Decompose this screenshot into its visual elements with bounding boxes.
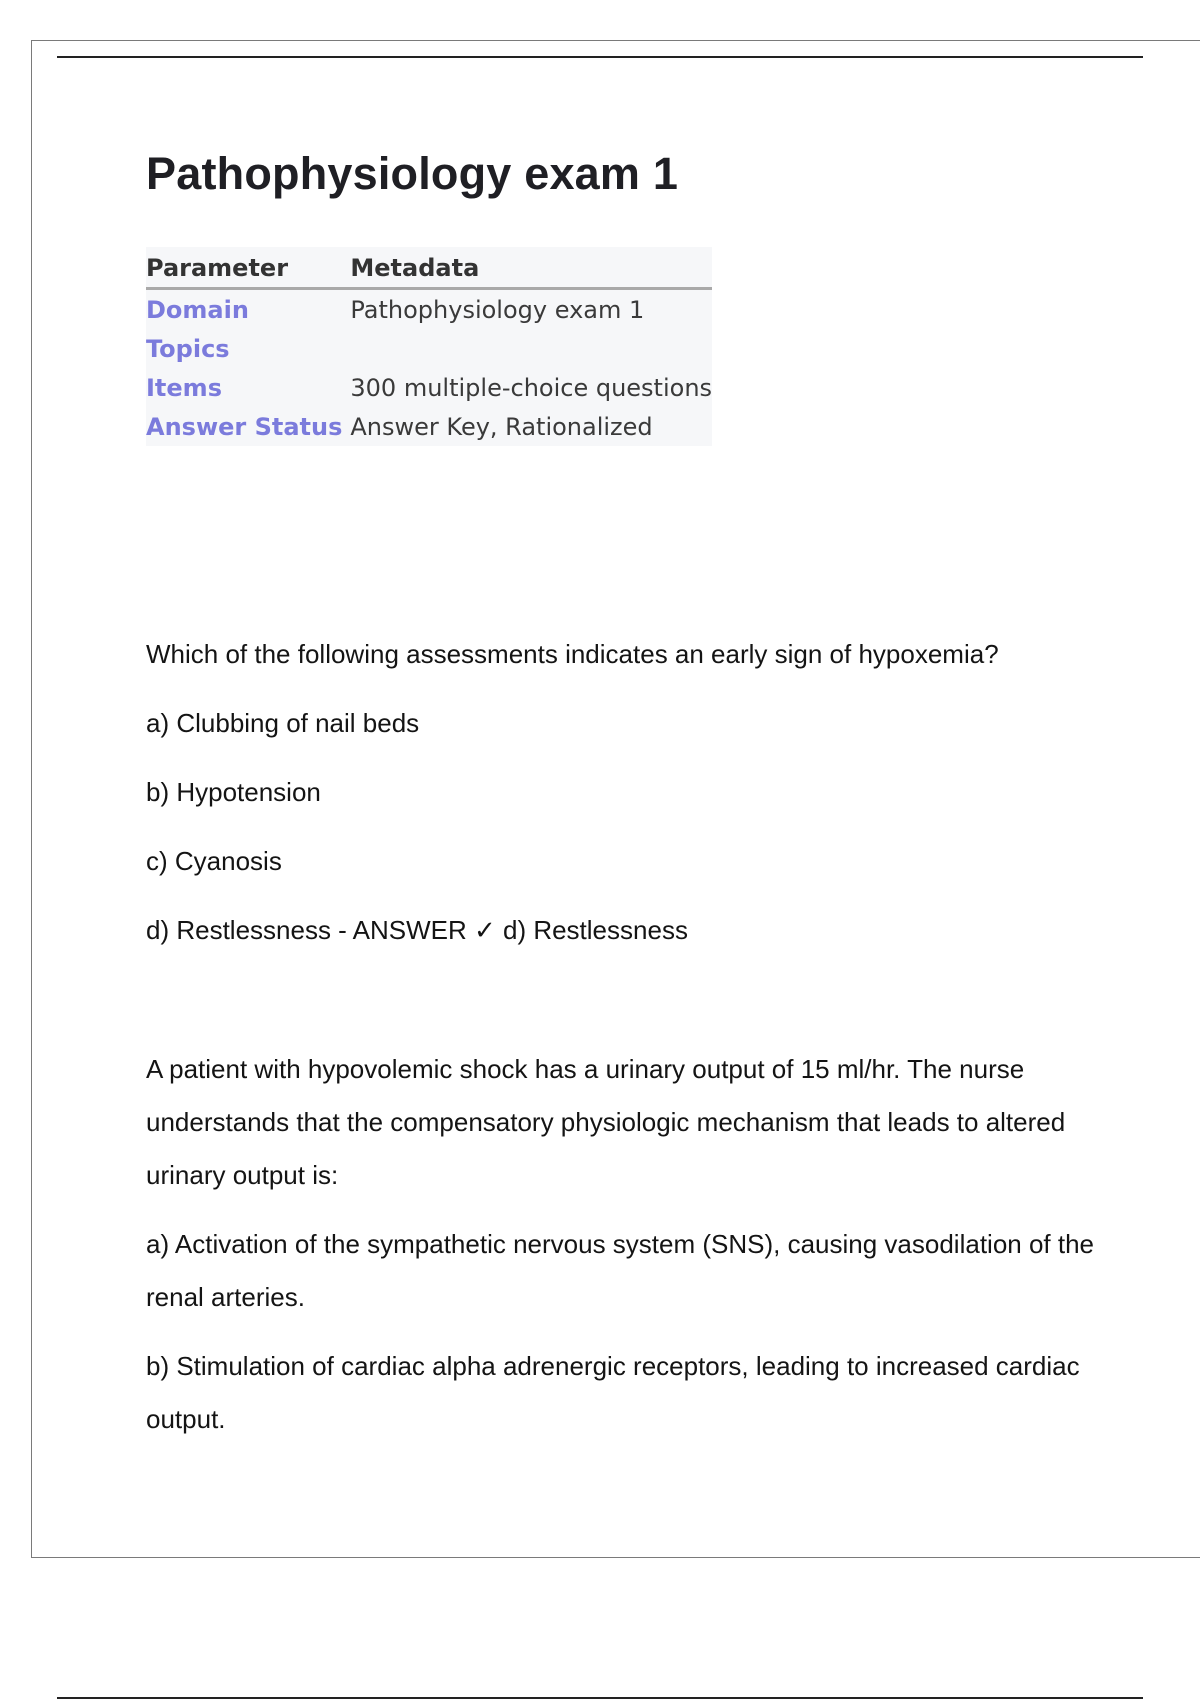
- parameter-label: Items: [146, 373, 222, 402]
- metadata-column-header: Metadata: [350, 247, 712, 289]
- metadata-row-topics: [146, 329, 712, 368]
- answer-option: a) Activation of the sympathetic nervous system (SNS), causing vasodilation of the renal arteries.: [146, 1229, 1095, 1312]
- answer-option: c) Cyanosis: [146, 846, 282, 876]
- question-1: [146, 628, 1096, 973]
- metadata-row-answer-status: [146, 407, 712, 446]
- answer-option-with-key: d) Restlessness - ANSWER ✓ d) Restlessness: [146, 915, 688, 945]
- metadata-table: [146, 247, 712, 446]
- parameter-label: Answer Status: [146, 412, 343, 441]
- document-title: Pathophysiology exam 1: [146, 148, 679, 199]
- bottom-rule: [57, 1697, 1143, 1699]
- metadata-row-items: [146, 368, 712, 407]
- question-stem: A patient with hypovolemic shock has a urinary output of 15 ml/hr. The nurse understands that the compensatory physiologic mechanism that leads to altered urinary output is:: [146, 1054, 1066, 1190]
- parameter-column-header: Parameter: [146, 247, 350, 289]
- question-2: [146, 1043, 1096, 1462]
- metadata-row-domain: [146, 289, 712, 330]
- metadata-value: 300 multiple-choice questions: [350, 373, 713, 402]
- metadata-header-row: [146, 247, 712, 289]
- parameter-label: Domain: [146, 295, 249, 324]
- metadata-value: [350, 329, 712, 368]
- parameter-label: Topics: [146, 334, 230, 363]
- metadata-value: Pathophysiology exam 1: [350, 295, 645, 324]
- answer-option: b) Hypotension: [146, 777, 321, 807]
- answer-option: b) Stimulation of cardiac alpha adrenergic receptors, leading to increased cardiac output.: [146, 1351, 1080, 1434]
- question-stem: Which of the following assessments indicates an early sign of hypoxemia?: [146, 639, 999, 669]
- top-rule: [57, 56, 1143, 58]
- answer-option: a) Clubbing of nail beds: [146, 708, 420, 738]
- metadata-value: Answer Key, Rationalized: [350, 412, 653, 441]
